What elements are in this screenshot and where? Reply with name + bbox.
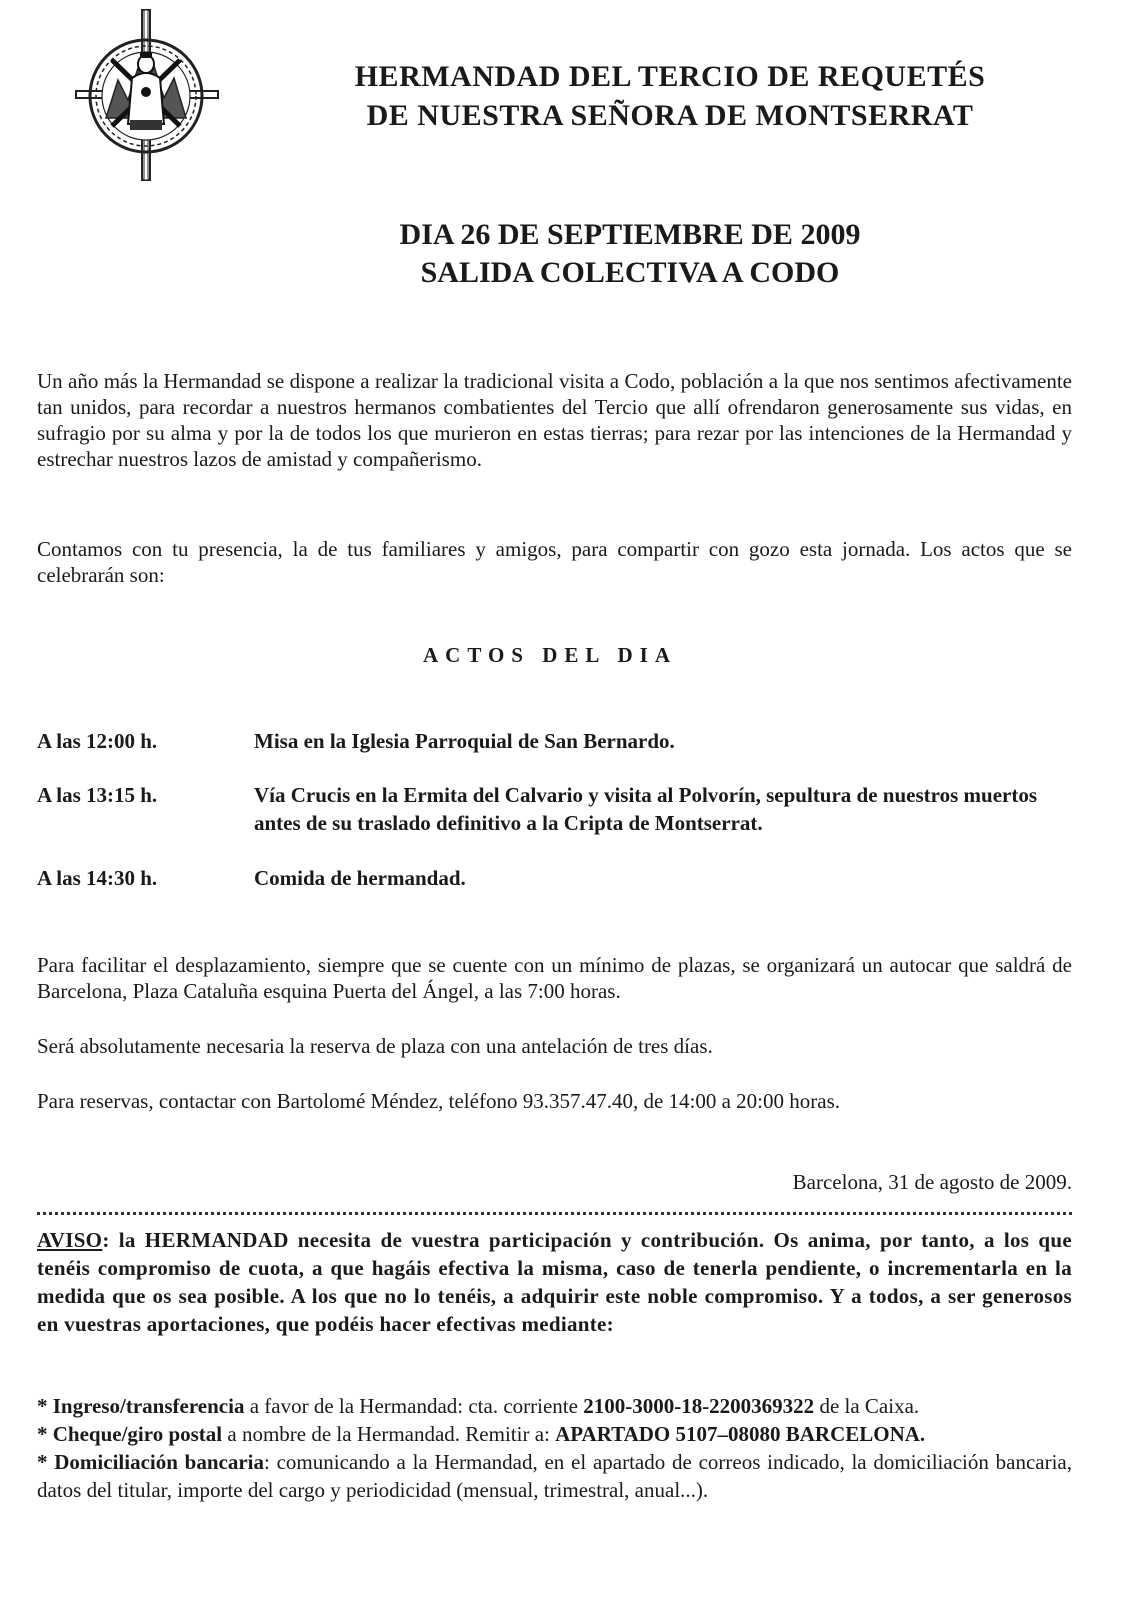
- bank-account-number: 2100-3000-18-2200369322: [583, 1394, 815, 1418]
- notice-text: : la HERMANDAD necesita de vuestra participación y contribución. Os anima, por tanto, a los que tenéis compromiso de cuota, a que hagáis efectiva la misma, caso de tenerla pendiente, o incrementarla en la medida que os sea posible. A los que no lo tenéis, a adquirir este noble compromiso. Y a todos, a ser generosos en vuestras aportaciones, que podéis hacer efectivas mediante:: [37, 1228, 1072, 1336]
- reservation-note: Será absolutamente necesaria la reserva de plaza con una antelación de tres días.: [37, 1034, 713, 1058]
- bullet: *: [37, 1422, 53, 1446]
- bullet: *: [37, 1450, 55, 1474]
- act-description: Comida de hermandad.: [254, 866, 466, 890]
- act-time: A las 13:15 h.: [37, 783, 158, 807]
- contact-info: Para reservas, contactar con Bartolomé Méndez, teléfono 93.357.47.40, de 14:00 a 20:00 horas.: [37, 1089, 841, 1113]
- payment-direct-debit: * Domiciliación bancaria: comunicando a la Hermandad, en el apartado de correos indicado, la domiciliación bancaria, datos del titular, importe del cargo y periodicidad (mensual, trimestral, anual...).: [37, 1450, 1072, 1502]
- act-description: Vía Crucis en la Ermita del Calvario y visita al Polvorín, sepultura de nuestros muertos antes de su traslado definitivo a la Cripta de Montserrat.: [254, 783, 1037, 835]
- event-title-heading: SALIDA COLECTIVA A CODO: [420, 256, 840, 289]
- dotted-separator: [37, 1212, 1072, 1215]
- intro-paragraph: Un año más la Hermandad se dispone a realizar la tradicional visita a Codo, población a la que nos sentimos afectivamente tan unidos, para recordar a nuestros hermanos combatientes del Tercio que allí ofrendaron generosamente sus vidas, en sufragio por su alma y por la de todos los que murieron en estas tierras; para rezar por las intenciones de la Hermandad y estrechar nuestros lazos de amistad y compañerismo.: [37, 369, 1072, 471]
- organization-title-line-2: DE NUESTRA SEÑORA DE MONTSERRAT: [366, 99, 974, 132]
- notice-label: AVISO: [37, 1228, 103, 1252]
- payment-transfer: * Ingreso/transferencia a favor de la Hermandad: cta. corriente 2100-3000-18-2200369322 de la Caixa.: [37, 1394, 920, 1418]
- event-date-heading: DIA 26 DE SEPTIEMBRE DE 2009: [399, 218, 861, 251]
- payment-method-label: Ingreso/transferencia: [52, 1394, 245, 1418]
- acts-heading: ACTOS DEL DIA: [423, 643, 677, 667]
- payment-cheque: * Cheque/giro postal a nombre de la Hermandad. Remitir a: APARTADO 5107–08080 BARCELONA.: [37, 1422, 926, 1446]
- postal-address: APARTADO 5107–08080 BARCELONA.: [555, 1422, 926, 1446]
- notice-block: [37, 1226, 1072, 1338]
- bus-info-paragraph: Para facilitar el desplazamiento, siempre que se cuente con un mínimo de plazas, se organizará un autocar que saldrá de Barcelona, Plaza Cataluña esquina Puerta del Ángel, a las 7:00 horas.: [37, 953, 1072, 1003]
- bullet: *: [37, 1394, 53, 1418]
- invitation-paragraph: Contamos con tu presencia, la de tus familiares y amigos, para compartir con gozo esta jornada. Los actos que se celebrarán son:: [37, 537, 1072, 587]
- payment-method-label: Domiciliación bancaria: [54, 1450, 265, 1474]
- act-time: A las 12:00 h.: [37, 729, 158, 753]
- montserrat-cross-wreath-emblem-icon: [72, 8, 222, 183]
- act-time: A las 14:30 h.: [37, 866, 158, 890]
- organization-title-line-1: HERMANDAD DEL TERCIO DE REQUETÉS: [354, 60, 986, 93]
- payment-method-label: Cheque/giro postal: [52, 1422, 223, 1446]
- act-description: Misa en la Iglesia Parroquial de San Bernardo.: [254, 729, 675, 753]
- place-date-signoff: Barcelona, 31 de agosto de 2009.: [792, 1170, 1072, 1194]
